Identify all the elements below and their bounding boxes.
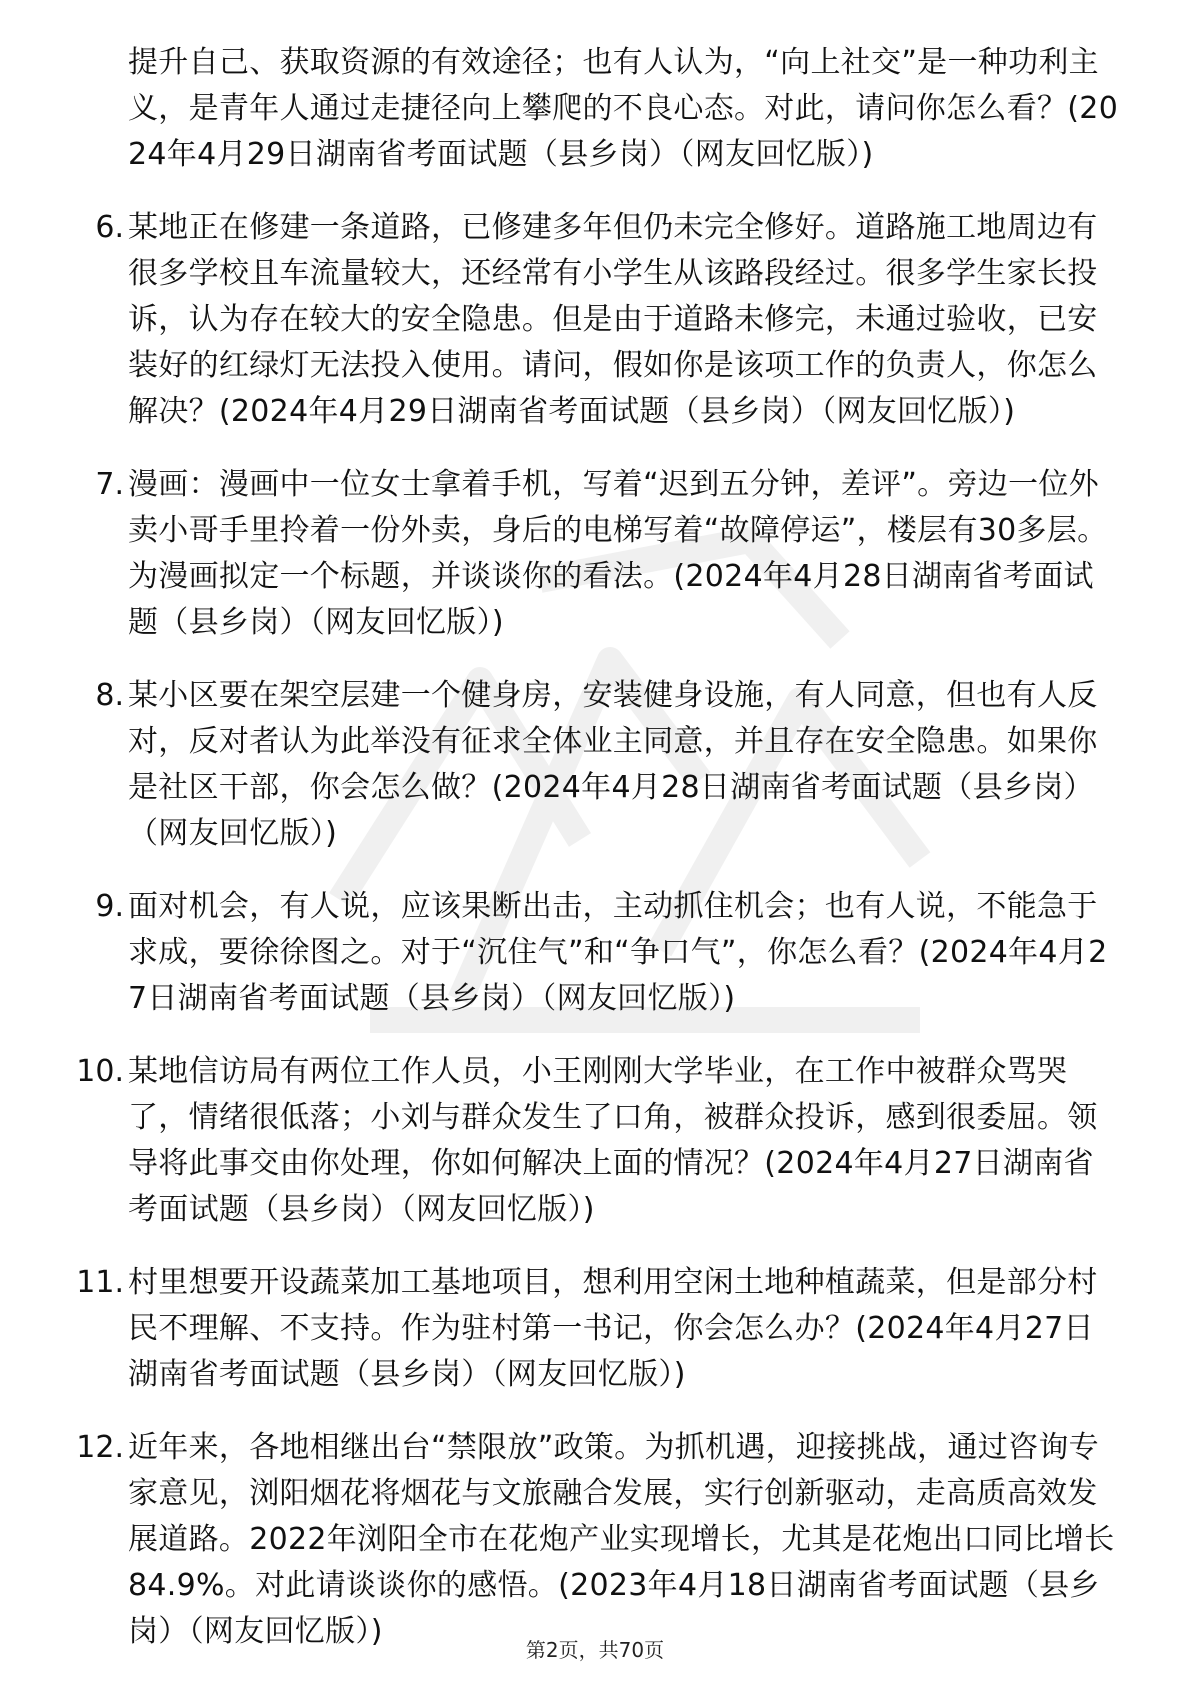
item-number: 12. bbox=[76, 1430, 124, 1465]
item-text: 近年来，各地相继出台“禁限放”政策。为抓机遇，迎接挑战，通过咨询专家意见，浏阳烟花将烟花与文旅融合发展，实行创新驱动，走高质高效发展道路。2022年浏阳全市在花炮产业实现增长，尤其是花炮出口同比增长84.9%。对此请谈谈你的感悟。(2023年4月18日湖南省考面试题（县乡岗）（网友回忆版）) bbox=[128, 1430, 1115, 1649]
item-number: 7. bbox=[95, 467, 124, 502]
list-item bbox=[70, 1260, 1120, 1398]
item-text: 某小区要在架空层建一个健身房，安装健身设施，有人同意，但也有人反对，反对者认为此举没有征求全体业主同意，并且存在安全隐患。如果你是社区干部，你会怎么做？(2024年4月28日湖南省考面试题（县乡岗）（网友回忆版）) bbox=[128, 678, 1098, 851]
list-item-continuation bbox=[70, 40, 1120, 178]
item-text: 面对机会，有人说，应该果断出击，主动抓住机会；也有人说，不能急于求成，要徐徐图之。对于“沉住气”和“争口气”，你怎么看？(2024年4月27日湖南省考面试题（县乡岗）（网友回忆版）) bbox=[128, 889, 1108, 1016]
list-item bbox=[70, 1425, 1120, 1655]
item-text: 漫画：漫画中一位女士拿着手机，写着“迟到五分钟，差评”。旁边一位外卖小哥手里拎着一份外卖，身后的电梯写着“故障停运”，楼层有30多层。为漫画拟定一个标题，并谈谈你的看法。(2024年4月28日湖南省考面试题（县乡岗）（网友回忆版）) bbox=[128, 467, 1108, 640]
list-item bbox=[70, 884, 1120, 1022]
item-text: 村里想要开设蔬菜加工基地项目，想利用空闲土地种植蔬菜，但是部分村民不理解、不支持。作为驻村第一书记，你会怎么办？(2024年4月27日湖南省考面试题（县乡岗）（网友回忆版）) bbox=[128, 1265, 1098, 1392]
item-text: 某地信访局有两位工作人员，小王刚刚大学毕业，在工作中被群众骂哭了，情绪很低落；小刘与群众发生了口角，被群众投诉，感到很委屈。领导将此事交由你处理，你如何解决上面的情况？(2024年4月27日湖南省考面试题（县乡岗）（网友回忆版）) bbox=[128, 1054, 1098, 1227]
item-text: 某地正在修建一条道路，已修建多年但仍未完全修好。道路施工地周边有很多学校且车流量较大，还经常有小学生从该路段经过。很多学生家长投诉，认为存在较大的安全隐患。但是由于道路未修完，未通过验收，已安装好的红绿灯无法投入使用。请问，假如你是该项工作的负责人，你怎么解决？(2024年4月29日湖南省考面试题（县乡岗）（网友回忆版）) bbox=[128, 210, 1098, 429]
item-number: 9. bbox=[95, 889, 124, 924]
item-number: 6. bbox=[95, 210, 124, 245]
list-item bbox=[70, 205, 1120, 435]
item-number: 10. bbox=[76, 1054, 124, 1089]
continuation-text: 提升自己、获取资源的有效途径；也有人认为，“向上社交”是一种功利主义，是青年人通过走捷径向上攀爬的不良心态。对此，请问你怎么看？(2024年4月29日湖南省考面试题（县乡岗）（网友回忆版）) bbox=[128, 45, 1119, 172]
item-number: 8. bbox=[95, 678, 124, 713]
item-number: 11. bbox=[76, 1265, 124, 1300]
page-number-footer: 第2页，共70页 bbox=[525, 1638, 665, 1662]
list-item bbox=[70, 462, 1120, 646]
list-item bbox=[70, 1049, 1120, 1233]
question-list bbox=[70, 40, 1120, 1682]
list-item bbox=[70, 673, 1120, 857]
